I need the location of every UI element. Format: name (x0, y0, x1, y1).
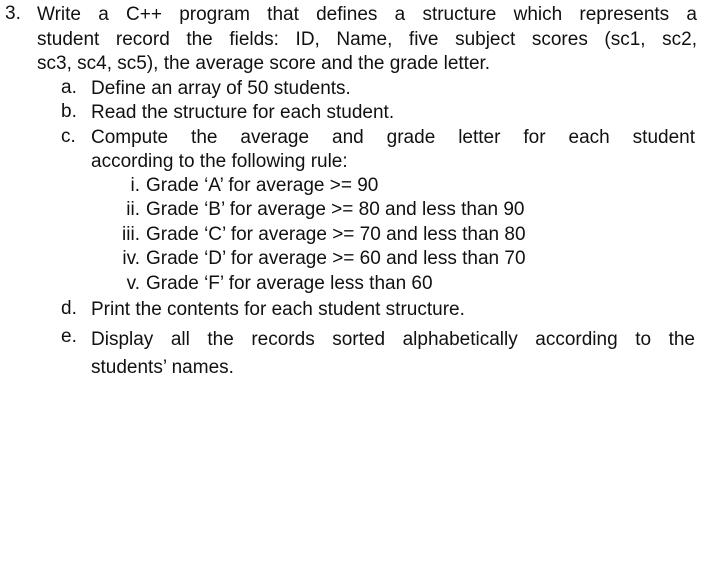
rule-text: Grade ‘B’ for average >= 80 and less than 90 (146, 199, 525, 220)
rule-text: Grade ‘F’ for average less than 60 (146, 273, 433, 294)
item-marker: e. (61, 326, 77, 347)
item-text: Print the contents for each student structure. (91, 299, 465, 320)
item-marker: a. (61, 77, 77, 98)
item-marker: c. (61, 126, 76, 147)
question-line: student record the fields: ID, Name, five subject scores (sc1, sc2, (37, 28, 697, 50)
rule-text: Grade ‘A’ for average >= 90 (146, 175, 379, 196)
rule-text: Grade ‘C’ for average >= 70 and less than 80 (146, 224, 526, 245)
rule-marker: iv. (122, 248, 140, 269)
rule-marker: ii. (126, 199, 140, 220)
question-line: Write a C++ program that defines a structure which represents a (37, 4, 697, 25)
item-marker: b. (61, 101, 77, 122)
item-text: students’ names. (91, 357, 234, 378)
item-text: Compute the average and grade letter for each student (91, 127, 695, 148)
rule-marker: iii. (122, 224, 140, 245)
rule-marker: v. (126, 273, 140, 294)
item-text: according to the following rule: (91, 151, 348, 172)
rule-text: Grade ‘D’ for average >= 60 and less than 70 (146, 248, 526, 269)
question-number: 3. (5, 3, 21, 24)
item-text: Define an array of 50 students. (91, 78, 351, 99)
item-marker: d. (61, 298, 77, 319)
item-text: Read the structure for each student. (91, 102, 395, 123)
item-text: Display all the records sorted alphabetically according to the (91, 329, 695, 350)
rule-marker: i. (130, 175, 140, 196)
question-line: sc3, sc4, sc5), the average score and the grade letter. (37, 53, 491, 74)
question-text (37, 3, 697, 77)
